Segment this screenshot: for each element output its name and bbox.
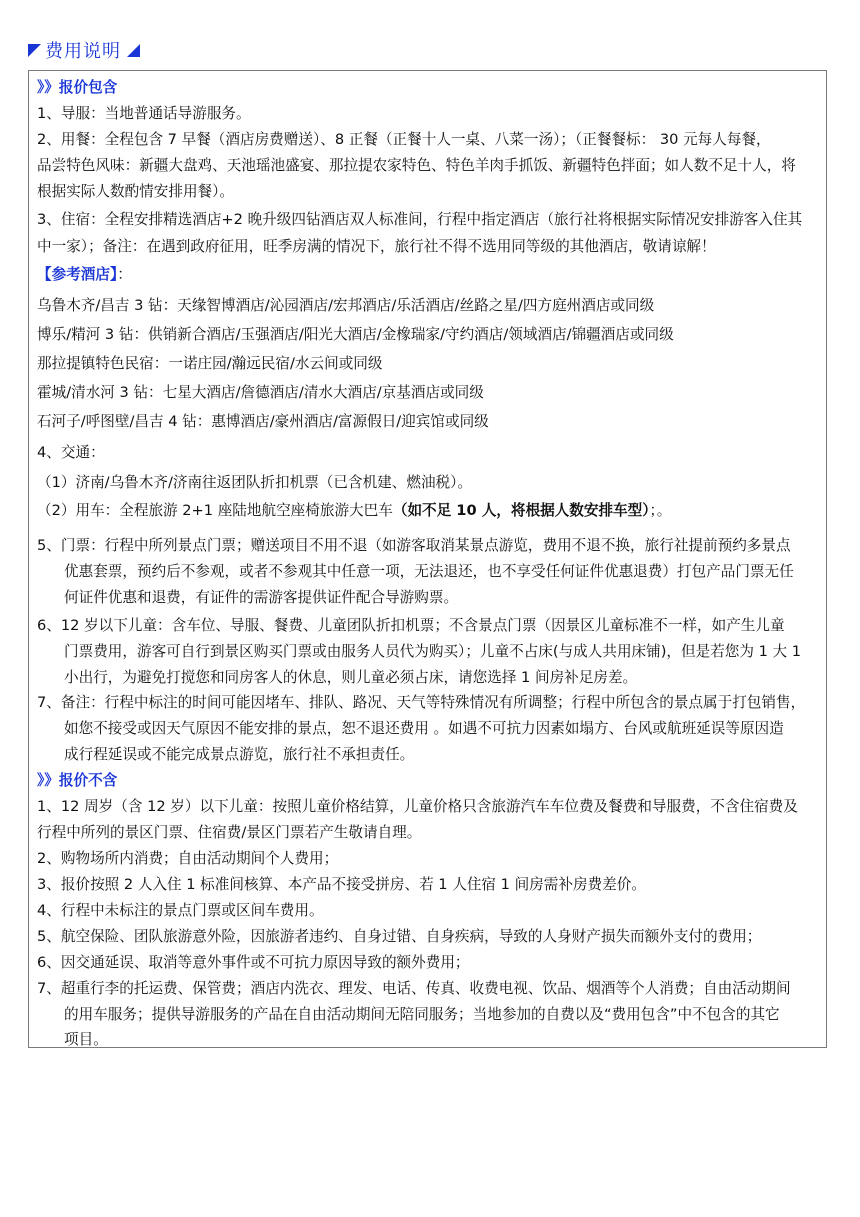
- excluded-line: 行程中所列的景区门票、住宿费/景区门票若产生敬请自理。: [37, 824, 422, 841]
- children-line: 6、12 岁以下儿童：含车位、导服、餐费、儿童团队折扣机票；不含景点门票（因景区儿童标准不一样，如产生儿童: [37, 617, 785, 634]
- remarks-line: 如您不接受或因天气原因不能安排的景点，恕不退还费用 。如遇不可抗力因素如塌方、台风或航班延误等原因造: [64, 720, 784, 737]
- hotels-heading: 【参考酒店】: [37, 266, 118, 283]
- hotel-line: 霍城/清水河 3 钻：七星大酒店/詹德酒店/清水大酒店/京基酒店或同级: [37, 384, 484, 401]
- triangle-right-icon: [127, 44, 140, 57]
- transport-bus-note: （如不足 10 人，将根据人数安排车型）: [392, 502, 650, 519]
- transport-bus-end: ；。: [649, 502, 672, 519]
- transport-bus-text: （2）用车：全程旅游 2+1 座陆地航空座椅旅游大巴车: [37, 502, 393, 519]
- transport-flight: （1）济南/乌鲁木齐/济南往返团队折扣机票（已含机建、燃油税）。: [37, 474, 473, 491]
- tickets-line: 优惠套票，预约后不参观，或者不参观其中任意一项，无法退还，也不享受任何证件优惠退费）打包产品门票无任: [64, 563, 794, 580]
- hotels-heading-colon: ：: [117, 266, 132, 283]
- included-line: 3、住宿：全程安排精选酒店+2 晚升级四钻酒店双人标准间，行程中指定酒店（旅行社将根据实际情况安排游客入住其: [37, 211, 803, 228]
- excluded-line: 项目。: [64, 1031, 108, 1048]
- included-line: 根据实际人数酌情安排用餐）。: [37, 183, 235, 200]
- included-line: 中一家）；备注：在遇到政府征用，旺季房满的情况下，旅行社不得不选用同等级的其他酒店，敬请谅解！: [37, 238, 716, 255]
- included-line: 2、用餐：全程包含 7 早餐（酒店房费赠送）、8 正餐（正餐十人一桌、八菜一汤）；（正餐餐标： 30 元每人每餐，: [37, 131, 771, 148]
- hotel-line: 那拉提镇特色民宿：一诺庄园/瀚远民宿/水云间或同级: [37, 355, 383, 372]
- hotel-line: 乌鲁木齐/昌吉 3 钻：天缘智博酒店/沁园酒店/宏邦酒店/乐活酒店/丝路之星/四方庭州酒店或同级: [37, 297, 655, 314]
- transport-title: 4、交通：: [37, 444, 105, 461]
- transport-bus: [37, 501, 818, 521]
- included-line: 1、导服：当地普通话导游服务。: [37, 105, 251, 122]
- excluded-line: 的用车服务；提供导游服务的产品在自由活动期间无陪同服务；当地参加的自费以及“费用包含”中不包含的其它: [64, 1006, 780, 1023]
- excluded-line: 2、购物场所内消费；自由活动期间个人费用；: [37, 850, 339, 867]
- hotel-line: 博乐/精河 3 钻：供销新合酒店/玉强酒店/阳光大酒店/金橡瑞家/守约酒店/领域酒店/锦疆酒店或同级: [37, 326, 674, 343]
- page-title: 费用说明: [45, 41, 121, 62]
- triangle-left-icon: [28, 44, 41, 57]
- included-line: 品尝特色风味：新疆大盘鸡、天池瑶池盛宴、那拉提农家特色、特色羊肉手抓饭、新疆特色拌面；如人数不足十人，将: [37, 157, 796, 174]
- excluded-line: 7、超重行李的托运费、保管费；酒店内洗衣、理发、电话、传真、收费电视、饮品、烟酒等个人消费；自由活动期间: [37, 980, 791, 997]
- remarks-line: 成行程延误或不能完成景点游览，旅行社不承担责任。: [64, 746, 415, 763]
- children-line: 门票费用，游客可自行到景区购买门票或由服务人员代为购买）；儿童不占床(与成人共用床铺)，但是若您为 1 大 1: [64, 643, 802, 660]
- tickets-line: 5、门票：行程中所列景点门票；赠送项目不用不退（如游客取消某景点游览，费用不退不换，旅行社提前预约多景点: [37, 537, 791, 554]
- excluded-line: 4、行程中未标注的景点门票或区间车费用。: [37, 902, 324, 919]
- excluded-line: 3、报价按照 2 人入住 1 标准间核算、本产品不接受拼房、若 1 人住宿 1 间房需补房费差价。: [37, 876, 646, 893]
- hotels-heading-row: [37, 265, 818, 285]
- excluded-line: 5、航空保险、团队旅游意外险，因旅游者违约、自身过错、自身疾病，导致的人身财产损失而额外支付的费用；: [37, 928, 762, 945]
- fee-details-box: [28, 70, 827, 1048]
- section-title: [28, 38, 140, 62]
- excluded-line: 6、因交通延误、取消等意外事件或不可抗力原因导致的额外费用；: [37, 954, 470, 971]
- excluded-heading: 》》报价不含: [37, 772, 118, 789]
- included-heading: 》》报价包含: [37, 79, 118, 96]
- remarks-line: 7、备注：行程中标注的时间可能因堵车、排队、路况、天气等特殊情况有所调整；行程中所包含的景点属于打包销售，: [37, 694, 806, 711]
- tickets-line: 何证件优惠和退费，有证件的需游客提供证件配合导游购票。: [64, 589, 459, 606]
- hotel-line: 石河子/呼图壁/昌吉 4 钻：惠博酒店/豪州酒店/富源假日/迎宾馆或同级: [37, 413, 489, 430]
- excluded-line: 1、12 周岁（含 12 岁）以下儿童：按照儿童价格结算，儿童价格只含旅游汽车车位费及餐费和导服费，不含住宿费及: [37, 798, 798, 815]
- children-line: 小出行，为避免打搅您和同房客人的休息，则儿童必须占床，请您选择 1 间房补足房差。: [64, 669, 638, 686]
